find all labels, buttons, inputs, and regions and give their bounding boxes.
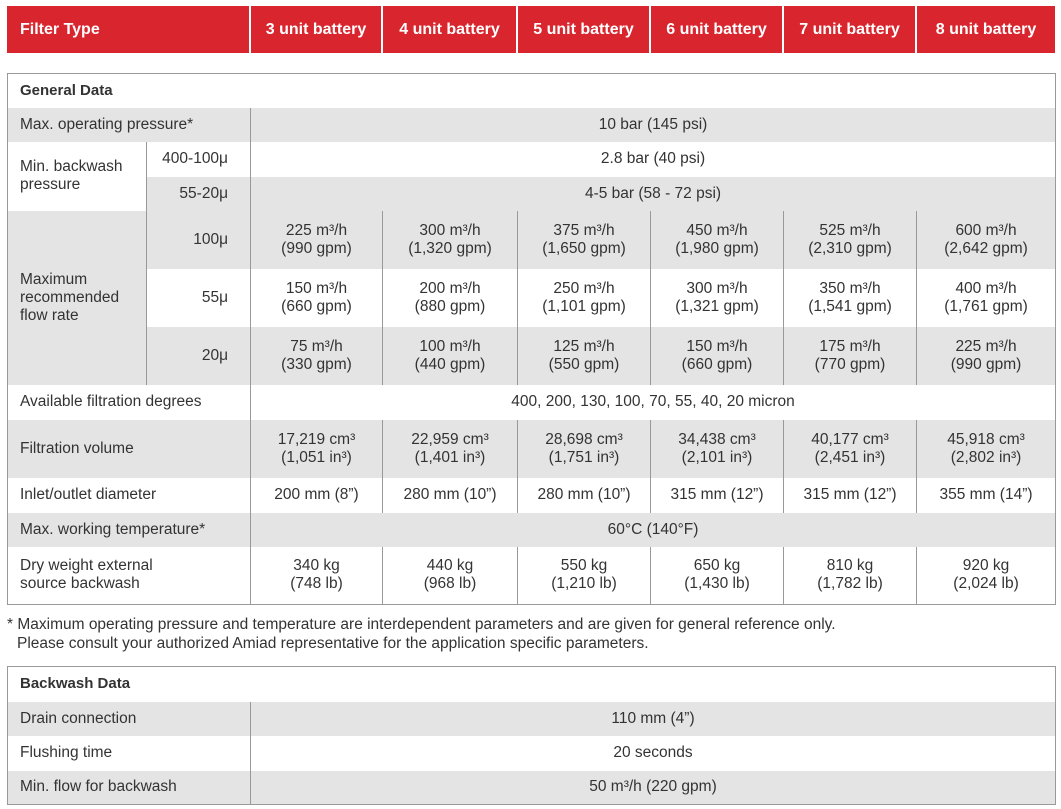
sub-100: 100μ (147, 211, 251, 269)
cell-weight-4: 440 kg (968 lb) (383, 547, 518, 605)
cell-weight-3: 340 kg (748 lb) (251, 547, 383, 605)
cell-weight-5: 550 kg (1,210 lb) (518, 547, 651, 605)
label-dry-weight-line2: source backwash (20, 575, 140, 593)
label-max-temp: Max. working temperature* (8, 513, 251, 547)
cell-flow-55-5: 250 m³/h (1,101 gpm) (518, 269, 651, 327)
label-flow-line3: flow rate (20, 306, 79, 324)
backwash-title-row (8, 667, 1056, 702)
sub-55-20: 55-20μ (147, 177, 251, 211)
general-data-table (7, 73, 1056, 605)
value-filtration-degrees: 400, 200, 130, 100, 70, 55, 40, 20 micron (251, 385, 1056, 420)
cell-flow-100-6: 450 m³/h (1,980 gpm) (651, 211, 784, 269)
row-flushing-time (8, 736, 1056, 771)
cell-inlet-6: 315 mm (12”) (651, 478, 784, 513)
cell-flow-20-7: 175 m³/h (770 gpm) (784, 327, 917, 385)
value-min-backwash-55-20: 4-5 bar (58 - 72 psi) (251, 177, 1056, 211)
label-filtration-volume: Filtration volume (8, 420, 251, 478)
label-flow-line1: Maximum (20, 270, 88, 288)
row-dry-weight (8, 547, 1056, 605)
sub-400-100: 400-100μ (147, 142, 251, 177)
sub-20: 20μ (147, 327, 251, 385)
cell-flow-20-5: 125 m³/h (550 gpm) (518, 327, 651, 385)
row-flow-55 (8, 269, 1056, 327)
cell-volume-6: 34,438 cm³ (2,101 in³) (651, 420, 784, 478)
row-flow-20 (8, 327, 1056, 385)
label-dry-weight-line1: Dry weight external (20, 557, 153, 575)
row-filtration-volume (8, 420, 1056, 478)
cell-inlet-5: 280 mm (10”) (518, 478, 651, 513)
cell-flow-100-3: 225 m³/h (990 gpm) (251, 211, 383, 269)
label-min-flow-backwash: Min. flow for backwash (8, 771, 251, 805)
cell-flow-55-6: 300 m³/h (1,321 gpm) (651, 269, 784, 327)
cell-flow-100-5: 375 m³/h (1,650 gpm) (518, 211, 651, 269)
footnote (7, 615, 1057, 653)
backwash-title: Backwash Data (8, 667, 1056, 702)
cell-flow-100-4: 300 m³/h (1,320 gpm) (383, 211, 518, 269)
row-min-backwash-400-100 (8, 142, 1056, 177)
value-max-operating-pressure: 10 bar (145 psi) (251, 108, 1056, 142)
footnote-line2: Please consult your authorized Amiad representative for the application specific parameters. (17, 635, 649, 652)
label-max-flow-rate (8, 211, 147, 385)
label-min-backwash-line2: pressure (20, 176, 81, 193)
cell-weight-7: 810 kg (1,782 lb) (784, 547, 917, 605)
header-row (7, 6, 1055, 53)
cell-volume-3: 17,219 cm³ (1,051 in³) (251, 420, 383, 478)
label-min-backwash-line1: Min. backwash (20, 158, 123, 175)
cell-inlet-8: 355 mm (14”) (917, 478, 1056, 513)
cell-flow-20-4: 100 m³/h (440 gpm) (383, 327, 518, 385)
cell-weight-6: 650 kg (1,430 lb) (651, 547, 784, 605)
header-table (7, 6, 1055, 53)
cell-inlet-3: 200 mm (8”) (251, 478, 383, 513)
label-filtration-degrees: Available filtration degrees (8, 385, 251, 420)
cell-volume-4: 22,959 cm³ (1,401 in³) (383, 420, 518, 478)
cell-inlet-7: 315 mm (12”) (784, 478, 917, 513)
value-max-temp: 60°C (140°F) (251, 513, 1056, 547)
header-unit-5: 5 unit battery (517, 6, 650, 53)
cell-flow-55-7: 350 m³/h (1,541 gpm) (784, 269, 917, 327)
general-data-title-row (8, 74, 1056, 108)
cell-flow-20-3: 75 m³/h (330 gpm) (251, 327, 383, 385)
cell-flow-55-4: 200 m³/h (880 gpm) (383, 269, 518, 327)
header-filter-type: Filter Type (7, 6, 250, 53)
cell-flow-100-7: 525 m³/h (2,310 gpm) (784, 211, 917, 269)
row-filtration-degrees (8, 385, 1056, 420)
sub-55: 55μ (147, 269, 251, 327)
cell-volume-8: 45,918 cm³ (2,802 in³) (917, 420, 1056, 478)
cell-flow-55-8: 400 m³/h (1,761 gpm) (917, 269, 1056, 327)
value-flushing-time: 20 seconds (251, 736, 1056, 771)
row-drain-connection (8, 702, 1056, 736)
value-min-backwash-400-100: 2.8 bar (40 psi) (251, 142, 1056, 177)
header-unit-4: 4 unit battery (382, 6, 517, 53)
row-flow-100 (8, 211, 1056, 269)
row-inlet-outlet (8, 478, 1056, 513)
cell-volume-7: 40,177 cm³ (2,451 in³) (784, 420, 917, 478)
general-data-title: General Data (8, 74, 1056, 108)
cell-flow-20-6: 150 m³/h (660 gpm) (651, 327, 784, 385)
cell-flow-55-3: 150 m³/h (660 gpm) (251, 269, 383, 327)
cell-weight-8: 920 kg (2,024 lb) (917, 547, 1056, 605)
header-unit-3: 3 unit battery (250, 6, 382, 53)
label-flow-line2: recommended (20, 288, 120, 306)
value-drain-connection: 110 mm (4”) (251, 702, 1056, 736)
cell-flow-20-8: 225 m³/h (990 gpm) (917, 327, 1056, 385)
label-dry-weight (8, 547, 251, 605)
row-min-flow-backwash (8, 771, 1056, 805)
header-unit-6: 6 unit battery (650, 6, 783, 53)
value-min-flow-backwash: 50 m³/h (220 gpm) (251, 771, 1056, 805)
label-flushing-time: Flushing time (8, 736, 251, 771)
label-inlet-outlet: Inlet/outlet diameter (8, 478, 251, 513)
row-max-operating-pressure (8, 108, 1056, 142)
row-max-temp (8, 513, 1056, 547)
cell-flow-100-8: 600 m³/h (2,642 gpm) (917, 211, 1056, 269)
row-min-backwash-55-20 (8, 177, 1056, 211)
label-max-operating-pressure: Max. operating pressure* (8, 108, 251, 142)
cell-volume-5: 28,698 cm³ (1,751 in³) (518, 420, 651, 478)
label-drain-connection: Drain connection (8, 702, 251, 736)
label-min-backwash-pressure (8, 142, 147, 211)
cell-inlet-4: 280 mm (10”) (383, 478, 518, 513)
footnote-line1: * Maximum operating pressure and temperature are interdependent parameters and are given for general reference only. (7, 616, 836, 633)
header-unit-8: 8 unit battery (916, 6, 1055, 53)
backwash-data-table (7, 666, 1056, 805)
header-unit-7: 7 unit battery (783, 6, 916, 53)
